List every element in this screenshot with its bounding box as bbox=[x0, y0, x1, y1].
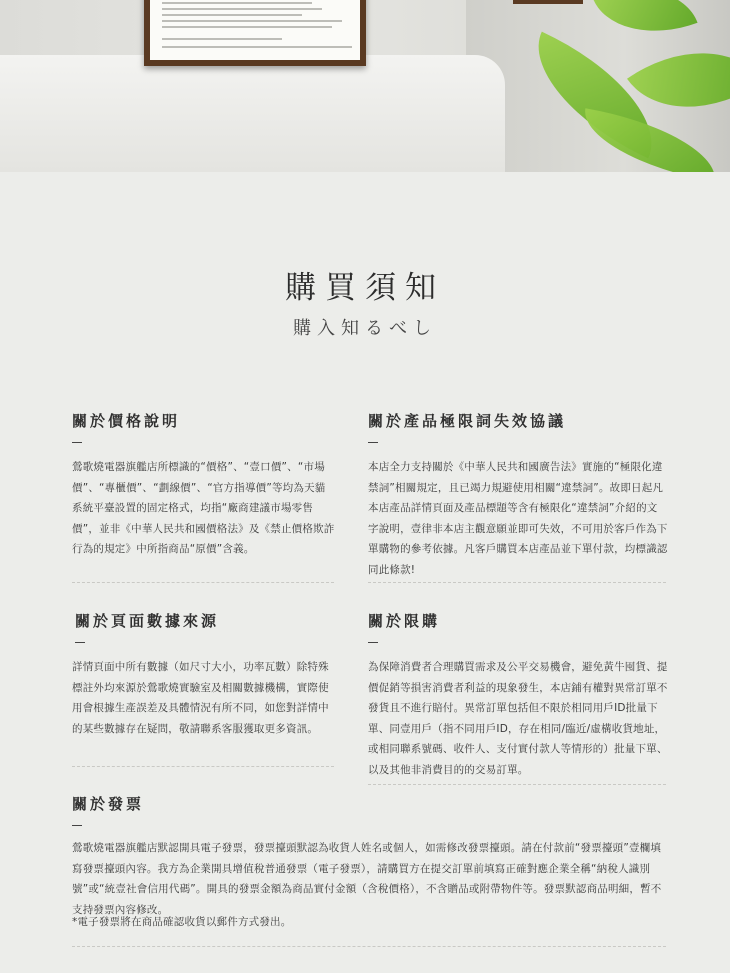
section-body-data-source: 詳情頁面中所有數據（如尺寸大小，功率瓦數）除特殊標註外均來源於鶯歌燒實驗室及相關數據機構，實際使用會根據生產誤差及具體情況有所不同，如您對詳情中的某些數據存在疑問，敬請聯系客服獲取更多資訊。 bbox=[72, 661, 329, 735]
second-frame-edge bbox=[513, 0, 583, 4]
section-note-invoice: *電子發票將在商品確認收貨以郵件方式發出。 bbox=[72, 916, 292, 928]
section-title-banned-words: 關於產品極限詞失效協議 bbox=[368, 412, 567, 430]
page-title: 購買須知 bbox=[285, 270, 445, 306]
section-divider bbox=[72, 442, 82, 443]
dotted-separator bbox=[72, 946, 666, 947]
section-title-data-source: 關於頁面數據來源 bbox=[75, 612, 220, 630]
certificate-frame bbox=[144, 0, 366, 66]
section-divider bbox=[72, 825, 82, 826]
section-title-invoice: 關於發票 bbox=[72, 795, 145, 813]
dotted-separator bbox=[72, 766, 334, 767]
dotted-separator bbox=[368, 582, 666, 583]
section-title-price: 關於價格說明 bbox=[72, 412, 181, 430]
hero-pedestal-left bbox=[0, 55, 505, 172]
section-body-price: 鶯歌燒電器旗艦店所標識的“價格”、“壹口價”、“市場價”、“專櫃價”、“劃線價”、“官方指導價”等均為天貓系統平臺設置的固定格式，均指“廠商建議市場零售價”，並非《中華人民共和國價格法》及《禁止價格欺詐行為的規定》中所指商品“原價”含義。 bbox=[72, 461, 335, 555]
hero-photo bbox=[0, 0, 730, 172]
dotted-separator bbox=[368, 784, 666, 785]
certificate-paper bbox=[150, 0, 360, 60]
section-divider bbox=[368, 642, 378, 643]
section-body-purchase-limit: 為保障消費者合理購買需求及公平交易機會，避免黃牛囤貨、提價促銷等損害消費者利益的現象發生，本店鋪有權對異常訂單不發貨且不進行賠付。異常訂單包括但不限於相同用戶ID批量下單、同壹用戶（指不同用戶ID，存在相同/臨近/虛構收貨地址，或相同聯系號碼、收件人、支付實付款人等情形的）批量下單、以及其他非消費目的的交易訂單。 bbox=[368, 661, 668, 776]
page-subtitle: 購入知るべし bbox=[293, 318, 437, 339]
section-body-invoice: 鶯歌燒電器旗艦店默認開具電子發票，發票擡頭默認為收貨人姓名或個人，如需修改發票擡頭。請在付款前“發票擡頭”壹欄填寫發票擡頭內容。我方為企業開具增值稅普通發票（電子發票），請購買方在提交訂單前填寫正確對應企業全稱“納稅人識別號”或“統壹社會信用代碼”。開具的發票金額為商品實付金額（含稅價格），不含贈品或附帶物件等。發票默認商品明細，暫不支持發票內容修改。 bbox=[72, 842, 662, 916]
section-body-banned-words: 本店全力支持關於《中華人民共和國廣告法》實施的“極限化違禁詞”相關規定，且已竭力規避使用相關“違禁詞”。故即日起凡本店產品詳情頁面及產品標題等含有極限化“違禁詞”介紹的文字說明，壹律非本店主觀意願並即可失效，不可用於客戶作為下單購物的參考依據。凡客戶購買本店產品並下單付款，均標識認同此條款! bbox=[368, 461, 668, 576]
section-title-purchase-limit: 關於限購 bbox=[368, 612, 441, 630]
section-divider bbox=[75, 642, 85, 643]
dotted-separator bbox=[72, 582, 334, 583]
section-divider bbox=[368, 442, 378, 443]
